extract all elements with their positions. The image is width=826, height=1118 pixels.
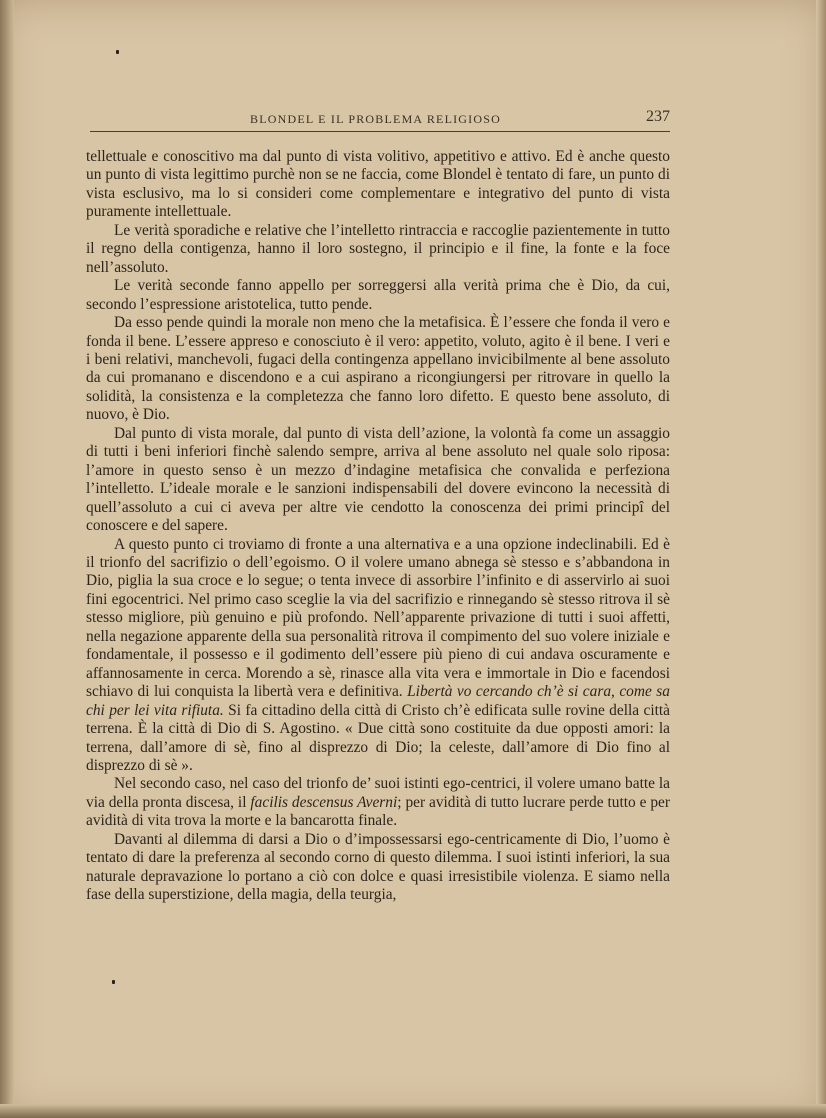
paragraph-text: Nel secondo caso, nel caso del trionfo de’ suoi istinti ego-centrici, il volere umano batte la via della pronta discesa, il bbox=[86, 775, 670, 811]
paragraph bbox=[86, 222, 670, 277]
ink-speck bbox=[116, 50, 119, 54]
paragraph-text: A questo punto ci troviamo di fronte a una alternativa e a una opzione indeclinabili. Ed è il trionfo del sacrifizio o dell’egoismo. O il volere umano abnega sè stesso e s’abbandona in Dio, piglia la sua croce e lo segue; o tenta invece di assorbire l’infinito e di asservirlo ai suoi fini egocentrici. Nel primo caso sceglie la via del sacrifizio e rinnegando sè stesso ritrova il sè stesso migliore, più genuino e più profondo. Nell’apparente privazione di tutti i suoi affetti, nella negazione apparente della sua personalità ritrova il compimento del suo volere iniziale e fondamentale, il possesso e il godimento dell’essere più pieno di cui andava oscuramente e affannosamente in cerca. Morendo a sè, rinasce alla vita vera e immortale in Dio e facendosi schiavo di lui conquista la libertà vera e definitiva. bbox=[86, 535, 670, 701]
paragraph-text: tellettuale e conoscitivo ma dal punto di vista volitivo, appetitivo e attivo. Ed è anche questo un punto di vista legittimo purchè non se ne faccia, come Blondel è tentato di fare, un punto di vista esclusivo, ma lo si consideri come complementare e integrativo del punto di vista puramente intellettuale. bbox=[86, 148, 670, 221]
italic-quote: Libertà vo cercando ch’è si cara, come sa chi per lei vita rifiuta. bbox=[86, 683, 670, 719]
paragraph bbox=[86, 314, 670, 425]
paragraph bbox=[86, 148, 670, 222]
paragraph bbox=[86, 536, 670, 776]
paragraph-text: Da esso pende quindi la morale non meno che la metafisica. È l’essere che fonda il vero e fonda il bene. L’essere appreso e conosciuto è il vero: appetito, voluto, agito è il bene. I veri e i beni relativi, manchevoli, fugaci della contingenza appellano invicibilmente al bene assoluto da cui promanano e discendono e a cui aspirano a ricongiungersi per ritrovare in quello la solidità, la consistenza e la completezza che fanno loro difetto. E questo bene assoluto, di nuovo, è Dio. bbox=[86, 314, 670, 424]
paragraph bbox=[86, 775, 670, 830]
paragraph-text: Le verità sporadiche e relative che l’intelletto rintraccia e raccoglie pazientemente in tutto il regno della contigenza, hanno il loro sostegno, il principio e il fine, la fonte e la foce nell’assoluto. bbox=[86, 221, 670, 276]
italic-quote: facilis descensus Averni bbox=[250, 793, 398, 811]
paragraph-text: Si fa cittadino della città di Cristo ch’è edificata sulle rovine della città terrena. È la città di Dio di S. Agostino. « Due città sono costituite da due opposti amori: la terrena, dall’amore di sè, fino al disprezzo di Dio; la celeste, dall’amore di Dio fino al disprezzo di sè ». bbox=[86, 701, 670, 774]
page-binding-edge bbox=[0, 0, 14, 1118]
paragraph bbox=[86, 831, 670, 905]
paragraph bbox=[86, 277, 670, 314]
page-right-edge bbox=[816, 0, 826, 1118]
body-text bbox=[86, 148, 670, 905]
running-head-title: BLONDEL E IL PROBLEMA RELIGIOSO bbox=[250, 112, 501, 126]
paragraph bbox=[86, 425, 670, 536]
paragraph-text: Dal punto di vista morale, dal punto di vista dell’azione, la volontà fa come un assaggio di tutti i beni inferiori finchè salendo sempre, arriva al bene assoluto nel quale solo riposa: l’amore in questo senso è un mezzo d’indagine metafisica che convalida e perfeziona l’intelletto. L’ideale morale e le sanzioni indispensabili del dovere evincono la necessità di quell’assoluto a cui ci aveva per altre vie cendotto la conoscenza dei primi principî del conoscere e del sapere. bbox=[86, 424, 670, 535]
header-rule bbox=[90, 131, 670, 132]
ink-speck bbox=[112, 980, 115, 984]
page-bottom-edge bbox=[0, 1104, 826, 1118]
page-number: 237 bbox=[646, 108, 670, 125]
paragraph-text: ; per avidità di tutto lucrare perde tutto e per avidità di vita trova la morte e la bancarotta finale. bbox=[86, 793, 670, 830]
paragraph-text: Davanti al dilemma di darsi a Dio o d’impossessarsi ego-centricamente di Dio, l’uomo è tentato di dare la preferenza al secondo corno di questo dilemma. I suoi istinti inferiori, la sua naturale depravazione lo portano a ciò con dolce e quasi irresistibile violenza. E siamo nella fase della superstizione, della magia, della teurgia, bbox=[86, 830, 670, 904]
paragraph-text: Le verità seconde fanno appello per sorreggersi alla verità prima che è Dio, da cui, secondo l’espressione aristotelica, tutto pende. bbox=[86, 277, 670, 313]
